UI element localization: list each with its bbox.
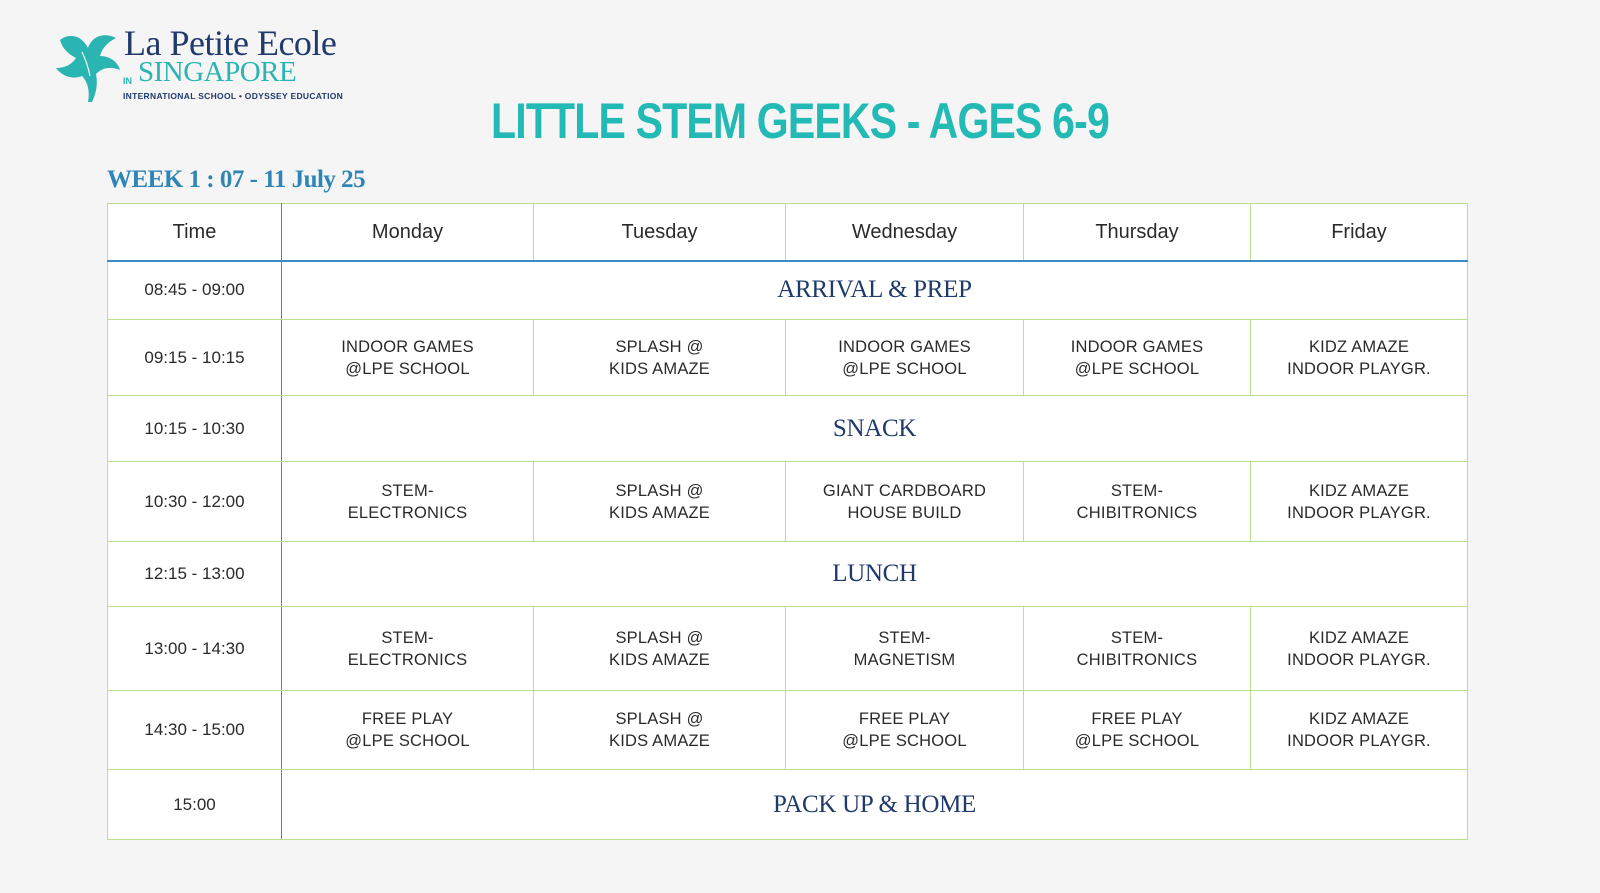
activity-cell <box>1024 607 1251 691</box>
brand-name: La Petite Ecole <box>124 23 337 63</box>
activity-text: KIDZ AMAZE INDOOR PLAYGR. <box>1287 710 1431 750</box>
activity-text: KIDZ AMAZE INDOOR PLAYGR. <box>1287 481 1431 522</box>
table-row <box>108 607 1468 691</box>
brand-tagline: INTERNATIONAL SCHOOL • ODYSSEY EDUCATION <box>123 91 344 101</box>
activity-text: SPLASH @ KIDS AMAZE <box>608 628 711 669</box>
activity-text: SPLASH @ KIDS AMAZE <box>608 710 711 750</box>
header-row <box>108 204 1468 261</box>
snack-block: SNACK <box>282 396 1468 462</box>
activity-text: STEM- MAGNETISM <box>853 628 956 669</box>
activity-text: STEM- CHIBITRONICS <box>1076 481 1198 522</box>
activity-cell <box>282 607 534 691</box>
time-cell: 12:15 - 13:00 <box>108 542 282 607</box>
activity-text: FREE PLAY @LPE SCHOOL <box>842 710 967 750</box>
activity-cell <box>534 320 786 396</box>
activity-text: INDOOR GAMES @LPE SCHOOL <box>1070 337 1204 378</box>
pack-up-block: PACK UP & HOME <box>282 770 1468 840</box>
activity-cell <box>282 691 534 770</box>
activity-text: KIDZ AMAZE INDOOR PLAYGR. <box>1287 628 1431 669</box>
table-row <box>108 396 1468 462</box>
activity-cell <box>786 691 1024 770</box>
time-cell: 10:30 - 12:00 <box>108 462 282 542</box>
arrival-block: ARRIVAL & PREP <box>282 261 1468 320</box>
page-title: LITTLE STEM GEEKS - AGES 6-9 <box>491 93 1109 149</box>
header-monday: Monday <box>282 204 534 261</box>
table-row <box>108 542 1468 607</box>
activity-cell <box>282 320 534 396</box>
activity-text: FREE PLAY @LPE SCHOOL <box>345 710 470 750</box>
header-friday: Friday <box>1251 204 1468 261</box>
activity-text: SPLASH @ KIDS AMAZE <box>608 481 711 522</box>
activity-text: STEM- ELECTRONICS <box>347 628 468 669</box>
header-time: Time <box>108 204 282 261</box>
lunch-block: LUNCH <box>282 542 1468 607</box>
activity-text: SPLASH @ KIDS AMAZE <box>608 337 711 378</box>
activity-cell <box>1251 462 1468 542</box>
time-cell: 14:30 - 15:00 <box>108 691 282 770</box>
header-tuesday: Tuesday <box>534 204 786 261</box>
activity-cell <box>1251 320 1468 396</box>
activity-cell <box>1251 691 1468 770</box>
time-cell: 13:00 - 14:30 <box>108 607 282 691</box>
activity-text: FREE PLAY @LPE SCHOOL <box>1074 710 1200 750</box>
table-row <box>108 462 1468 542</box>
activity-text: INDOOR GAMES @LPE SCHOOL <box>341 337 474 378</box>
activity-text: INDOOR GAMES @LPE SCHOOL <box>838 337 971 378</box>
activity-cell <box>534 462 786 542</box>
brand-in: IN <box>123 76 132 86</box>
week-label: WEEK 1 : 07 - 11 July 25 <box>107 166 366 193</box>
header-thursday: Thursday <box>1024 204 1251 261</box>
activity-text: KIDZ AMAZE INDOOR PLAYGR. <box>1287 337 1431 378</box>
bird-logo-icon <box>52 26 124 104</box>
activity-cell <box>786 320 1024 396</box>
activity-cell <box>534 607 786 691</box>
activity-cell <box>786 607 1024 691</box>
header-wednesday: Wednesday <box>786 204 1024 261</box>
activity-cell <box>282 462 534 542</box>
brand-city: SINGAPORE <box>138 56 297 88</box>
activity-text: GIANT CARDBOARD HOUSE BUILD <box>822 481 987 522</box>
activity-cell <box>1024 462 1251 542</box>
table-row <box>108 320 1468 396</box>
activity-cell <box>534 691 786 770</box>
time-cell: 08:45 - 09:00 <box>108 261 282 320</box>
activity-cell <box>1024 691 1251 770</box>
time-cell: 09:15 - 10:15 <box>108 320 282 396</box>
activity-cell <box>1251 607 1468 691</box>
activity-text: STEM- CHIBITRONICS <box>1076 628 1198 669</box>
table-row <box>108 691 1468 770</box>
activity-cell <box>786 462 1024 542</box>
table-row <box>108 261 1468 320</box>
activity-cell <box>1024 320 1251 396</box>
activity-text: STEM- ELECTRONICS <box>347 481 468 522</box>
schedule-table <box>107 203 1468 840</box>
time-cell: 15:00 <box>108 770 282 840</box>
table-row <box>108 770 1468 840</box>
time-cell: 10:15 - 10:30 <box>108 396 282 462</box>
